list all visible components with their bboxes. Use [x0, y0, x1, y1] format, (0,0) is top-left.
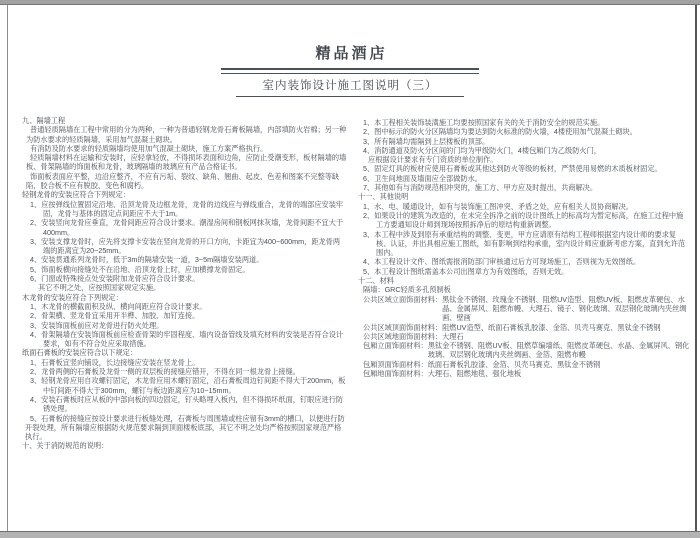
right-column	[358, 118, 690, 378]
material-value: 大理石	[442, 331, 464, 341]
material-row	[363, 285, 690, 294]
section-heading: 十一、其他说明	[358, 192, 409, 202]
material-row	[363, 360, 690, 369]
text-line: 4、安装贯通系列龙骨时，低于3m的隔墙安装一道，3~5m隔墙安装两道。	[30, 255, 264, 265]
text-line: 2、龙骨两侧的石膏板及龙骨一侧的双层板的接缝应错开，不得在同一根龙骨上接缝。	[30, 367, 300, 377]
material-value: 黑钛金不锈钢、阻燃UV板、阻燃草编墙纸、阻燃皮革硬包、水晶、金属屏风、钢化玻璃、双层钢化玻璃内夹丝绸画、金箔、阻燃布幔	[427, 341, 690, 360]
material-label: 包厢地面饰面材料：	[363, 369, 428, 379]
text-line: 6、门窗或特殊接点处安装附加龙骨应符合设计要求。	[30, 274, 200, 284]
text-line: 4、本工程设计文件、图纸需报消防部门审核通过后方可现场施工，否则视为无效图纸。	[363, 257, 641, 267]
title-block	[0, 45, 700, 97]
text-line: 2、图中标示的防火分区隔墙均为要达到防火标准的防火墙，4楼使用加气混凝土砌块。	[363, 127, 637, 137]
text-line: 5、本工程设计图纸需盖本公司出图章方为有效图纸，否则无效。	[363, 266, 569, 276]
text-line: 轻质隔墙材料在运输和安装时，应轻拿轻放，不得损坏表面和边角，应防止受潮变形，板材隔墙的墙板、骨架隔墙的饰面板和龙骨，玻璃隔墙的玻璃应有产品合格证书。	[26, 153, 347, 172]
text-line: 1、木龙骨的横截面积及纵、横向间距应符合设计要求。	[30, 301, 207, 311]
text-line: 4、消防通道及防火分区间的门均为甲级防火门，4楼包厢门为乙级防火门，	[363, 145, 601, 155]
material-row	[363, 341, 690, 360]
material-value: 纸面石膏板乳胶漆、金箔、贝壳马赛克、黑钛金不锈钢	[427, 359, 601, 369]
material-label: 包厢立面饰面材料：	[363, 341, 428, 351]
section-heading: 纸面石膏板的安装应符合以下规定：	[22, 348, 138, 358]
document-subtitle: 室内装饰设计施工图说明（三）	[262, 80, 438, 92]
section-heading: 十二、材料	[358, 276, 394, 286]
material-label: 包厢顶面饰面材料：	[363, 359, 428, 369]
material-label: 隔墙：	[363, 285, 385, 295]
left-column	[22, 116, 347, 451]
text-line: 3、所有隔墙均需隔到上层楼板的顶部。	[363, 136, 490, 146]
material-label: 公共区域地面饰面材料：	[363, 331, 443, 341]
text-line: 2、如果设计的建筑为改造的，在未完全拆净之前的设计图纸上的标高均为暂定标高，在施工过程中施工方要通知设计师到现场按照拆净后的原结构重新调整。	[363, 210, 684, 230]
material-row	[363, 323, 690, 332]
material-value: 黑钛金不锈钢、玫瑰金不锈钢、阻燃UV造型、阻燃UV板、阻燃皮革硬包、水晶、金属屏风、阻燃布幔、大理石、镜子、钢化玻璃、双层钢化玻璃内夹丝绸画、壁画	[442, 294, 687, 323]
text-line: 7、其他如有与消防规范相冲突的，施工方、甲方应及时提出，共商解决。	[363, 183, 598, 193]
material-value: 阻燃UV造型、纸面石膏板乳胶漆、金箔、贝壳马赛克、黑钛金不锈钢	[442, 322, 661, 332]
text-line: 1、本工程相关装饰装潢施工均要按照国家有关的关于消防安全的规范实施。	[363, 118, 605, 127]
text-line: 4、安装石膏板时应从板的中部向板的四边固定，钉头略埋入板内，但不得损坏纸面，钉眼应进行防锈处理。	[30, 394, 344, 414]
text-line: 3、安装支撑龙骨时，应先将支撑卡安装在竖向龙骨的开口方向，卡距宜为400~600mm，距龙骨两端的距离宜为20~25mm。	[30, 236, 341, 256]
subtitle-rule	[236, 96, 464, 97]
text-line: 有消防及防水要求的轻质隔墙均使用加气混凝土砌块，施工方案严格执行。	[30, 143, 268, 153]
material-row	[363, 295, 690, 323]
material-label: 公共区域立面饰面材料：	[363, 294, 443, 304]
document-title: 精品酒店	[315, 46, 388, 62]
text-line: 5、固定灯具的板材应使用石膏板或其他达到防火等级的板材，严禁使用易燃的木质板材固定。	[363, 164, 662, 174]
text-line: 1、水、电、暖通设计，如有与装饰施工图冲突、矛盾之处，应有相关人员协商解决。	[363, 201, 633, 211]
section-heading: 轻钢龙骨的安装应符合下列规定：	[22, 190, 130, 200]
text-line: 3、轻钢龙骨应用自攻螺钉固定，木龙骨应用木螺钉固定，沿石膏板周边钉间距不得大于200mm，板中钉间距不得大于300mm，螺钉与板边距离应为10~15mm。	[30, 376, 346, 395]
text-line: 5、石膏板的接缝应按设计要求进行板缝处理，石膏板与周围墙或柱应留有3mm的槽口，以便进行防开裂处理，所有隔墙应根据防火规范要求隔到顶面楼板底部，其它不明之处均严格按照国家规范严格执行。	[25, 413, 345, 442]
text-line: 5、饰面板横向接缝处不在沿地、沿顶龙骨上时，应加横撑龙骨固定。	[30, 264, 250, 274]
text-line: 其它不明之处，应按照国家规定实施。	[38, 283, 161, 293]
text-line: 1、石膏板宜竖向铺设，长边接缝应安装在竖龙骨上。	[30, 357, 200, 367]
title-double-rule	[221, 68, 479, 74]
text-line: 4、骨架隔墙在安装饰面板前应检查骨架的牢固程度、墙内设备管线及填充材料的安装是否符合设计要求，如有不符合处应采取措施。	[30, 329, 344, 349]
text-line: 3、本工程中涉及到原有承重结构的调整、变更，甲方应请原有结构工程师根据室内设计师的要求复核、认证，并出具相应施工图纸，如有影响到结构承重，室内设计师应重新考虑方案，直到允许范围内。	[363, 229, 686, 258]
text-line: 普通轻质隔墙在工程中常用的分为两种，一种为普通轻钢龙骨石膏板隔墙，内部填防火岩棉；另一种为防水要求的轻质隔墙，采用加气混凝土砌块。	[26, 125, 347, 144]
text-line: 2、骨架横、竖龙骨宜采用开半榫、加胶、加钉连接。	[30, 311, 200, 321]
material-row	[363, 332, 690, 341]
page-border-top	[0, 0, 700, 5]
text-line: 应根据设计要求有专门资质的单位制作。	[368, 155, 498, 165]
material-label: 公共区域顶面饰面材料：	[363, 322, 443, 332]
material-value: GRC轻质多孔预制板	[384, 285, 451, 295]
section-heading: 十、关于消防规范的说明：	[22, 441, 109, 451]
text-line: 2、安装竖向龙骨应垂直，龙骨间距应符合设计要求。潮湿房间和钢板网抹灰墙，龙骨间距不宜大于400mm。	[30, 218, 344, 237]
text-line: 6、卫生间地面及墙面应全部做防水。	[363, 173, 482, 183]
section-heading: 九、隔墙工程	[22, 116, 66, 125]
material-row	[363, 369, 690, 378]
text-line: 3、安装饰面板前应对龙骨进行防火处理。	[30, 320, 164, 330]
material-value: 大理石、阻燃地毯、强化地板	[427, 369, 522, 379]
text-line: 饰面板表面应平整，边沿应整齐，不应有污垢、裂纹、缺角、翘曲、起皮、色差和图案不完整等缺陷，胶合板不应有脱胶、变色和腐朽。	[26, 171, 340, 191]
text-line: 1、应按弹线位置固定沿地、沿顶龙骨及边框龙骨，龙骨的边线应与弹线重合，龙骨的端部应安装牢固，龙骨与基体的固定点间距应不大于1m。	[30, 199, 344, 218]
section-heading: 木龙骨的安装应符合下列规定：	[22, 292, 123, 302]
page-border-bottom	[0, 531, 700, 538]
